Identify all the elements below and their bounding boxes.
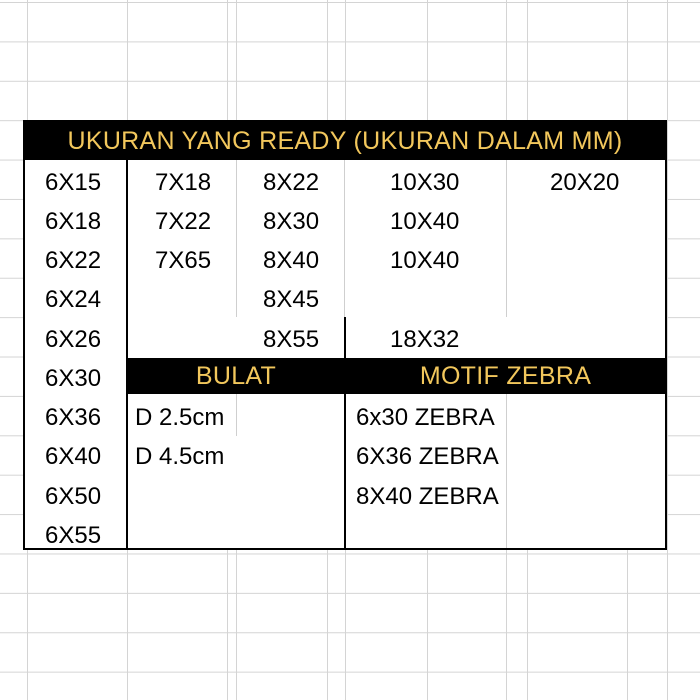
size-cell: 6X36 [45,404,102,431]
size-cell: 6X30 [45,365,102,392]
zebra-header: MOTIF ZEBRA [346,358,665,394]
grid-line [667,0,668,700]
zebra-cell: 6X36 ZEBRA [356,443,499,470]
cell-gridline [506,160,507,317]
cell-gridline [236,394,237,436]
size-cell: 10X30 [390,169,460,196]
cell-gridline [506,394,507,548]
size-cell: 20X20 [550,169,620,196]
size-cell: 6X22 [45,247,102,274]
size-cell: 6X50 [45,483,102,510]
size-cell: 8X22 [263,169,320,196]
zebra-cell: 6x30 ZEBRA [356,404,495,431]
size-cell: 8X45 [263,286,320,313]
size-cell: 6X18 [45,208,102,235]
column-border [344,317,346,548]
size-cell: 8X30 [263,208,320,235]
size-cell: 10X40 [390,247,460,274]
bulat-cell: D 4.5cm [135,443,225,470]
bulat-header: BULAT [128,358,344,394]
table-title: UKURAN YANG READY (UKURAN DALAM MM) [25,122,665,160]
size-cell: 6X15 [45,169,102,196]
size-cell: 7X18 [155,169,212,196]
size-cell: 6X24 [45,286,102,313]
size-cell: 18X32 [390,326,460,353]
size-cell: 6X55 [45,522,102,549]
column-border [126,160,128,548]
size-cell: 8X40 [263,247,320,274]
bulat-cell: D 2.5cm [135,404,225,431]
size-cell: 8X55 [263,326,320,353]
size-cell: 7X22 [155,208,212,235]
size-cell: 10X40 [390,208,460,235]
size-cell: 7X65 [155,247,212,274]
size-cell: 6X26 [45,326,102,353]
cell-gridline [236,160,237,317]
zebra-cell: 8X40 ZEBRA [356,483,499,510]
size-table [23,120,667,550]
size-cell: 6X40 [45,443,102,470]
cell-gridline [344,160,345,317]
